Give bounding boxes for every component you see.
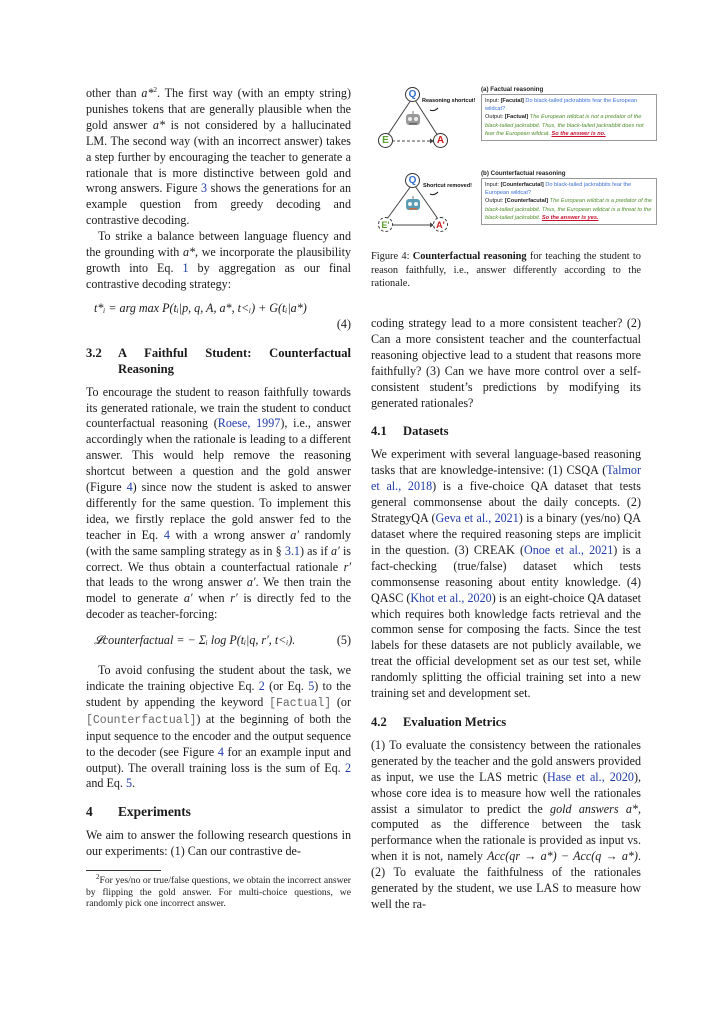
tag: [Facutal] [500, 98, 524, 104]
math-r-prime: r′ [343, 559, 351, 574]
text: ) as if [299, 543, 332, 558]
text: To strike a balance between language fluency and the grounding with [86, 229, 351, 260]
citation-talmor-2018[interactable]: Talmor et al., 2018 [371, 463, 641, 494]
answer: So the answer is no. [551, 130, 606, 137]
math-a-prime: a′ [290, 527, 299, 542]
section-number: 4.2 [371, 714, 387, 729]
text: , computed as the difference between the task performance when the rationale is provided as input vs. when it is not, namely [371, 801, 641, 864]
text: is directly fed to the decoder as teacher-forcing: [86, 591, 351, 622]
math-a-prime: a′ [331, 543, 340, 558]
caption-text: for teaching the student to reason faithfully, i.e., answer differently according to the rationale. [371, 251, 641, 290]
footnote-mark[interactable]: 2 [153, 85, 157, 94]
tag: [Counterfacutal] [504, 198, 549, 205]
text: . The first way (with an empty string) punishes tokens that are generally plausible when the gold answer [86, 86, 352, 132]
example-box [481, 178, 657, 225]
math-a-prime: a′ [183, 591, 193, 606]
text: ) since now the student is asked to answer differently for the same question. To implement this idea, we firstly replace the gold answer fed to the teacher in Eq. [86, 480, 351, 542]
math-a-star: a* [182, 245, 196, 260]
equation-5 [86, 633, 351, 649]
question: Do black-tailed jackrabbits fear the European wildcat? [485, 98, 638, 113]
left-column [86, 86, 351, 910]
label: Input: [485, 182, 501, 188]
footnote-divider [86, 870, 161, 871]
caption-bold: Counterfactual reasoning [412, 251, 527, 262]
math-a-star: a* [141, 86, 154, 100]
citation-onoe-2021[interactable]: Onoe et al., 2021 [523, 542, 614, 557]
reasoning-diagram [378, 86, 488, 241]
paragraph-datasets [371, 447, 641, 702]
keyword-factual: [Factual] [269, 696, 332, 710]
text: ), i.e., answer accordingly when the rationale is leading to a different answer. This would help remove the reasoning shortcut between a question and the gold answer (Figure [86, 416, 351, 495]
equation-4 [86, 301, 351, 317]
text: , we incorporate the plausibility growth into Eq. [86, 245, 352, 275]
citation-khot-2020[interactable]: Khot et al., 2020 [410, 590, 492, 605]
text: . We then train the model to generate [86, 575, 351, 606]
section-number: 3.2 [86, 345, 102, 360]
text: is correct. We thus obtain a counterfactual rationale [86, 543, 352, 574]
eq-5-link[interactable]: 5 [308, 679, 315, 693]
section-number: 4 [86, 804, 93, 820]
paragraph-research-questions: coding strategy lead to a more consistent teacher? (2) Can a more consistent teacher and the counterfactual reasoning objective lead to a student that reasons more faithfully? (3) Can we have more control over a self-consistent student’s predictions by modifying its generated rationales? [371, 316, 641, 410]
figure-4 [378, 86, 678, 241]
section-title: Experiments [118, 804, 191, 820]
node-explanation: E [378, 133, 393, 148]
rationale: The European wildcat is a predator of the black-tailed jackrabbit. Thus, the European wildcat is a threat to the black-tailed jackrabbit. [485, 198, 652, 221]
text: and Eq. [86, 776, 126, 791]
paragraph-experiments-intro: We aim to answer the following research questions in our experiments: (1) Can our contrastive de- [86, 828, 351, 859]
paragraph-evaluation-metrics [371, 738, 641, 913]
node-answer: A [433, 133, 448, 148]
text: that leads to the wrong answer [86, 575, 247, 590]
section-3-1-link[interactable]: 3.1 [284, 543, 300, 558]
section-number: 4.1 [371, 424, 387, 439]
node-question: Q [405, 173, 420, 188]
equation-body: 𝓛counterfactual = − Σᵢ log P(tᵢ|q, r′, t<ᵢ). [94, 633, 296, 648]
panel-title: (b) Counterfactual reasoning [481, 170, 566, 177]
label: Output: [485, 198, 505, 205]
text: (or Eq. [264, 679, 309, 693]
equation-body: t*ᵢ = arg max P(tᵢ|p, q, A, a*, t<ᵢ) + G(tᵢ|a*) [94, 300, 307, 315]
las-formula: Acc(qr → a*) − Acc(q → a*) [487, 849, 638, 864]
gold-answers-term: gold answers a* [550, 801, 638, 816]
keyword-counterfactual: [Counterfactual] [86, 713, 197, 727]
answer: So the answer is yes. [541, 214, 599, 221]
math-r-prime: r′ [230, 591, 238, 606]
section-heading-4 [86, 804, 351, 820]
text: shows the generations for an example question from greedy decoding and contrastive decoding. [86, 181, 351, 228]
question: Do black-tailed jackrabbits fear the European wildcat? [485, 182, 632, 197]
example-box [481, 94, 657, 141]
text: ) is a binary (yes/no) QA dataset where the required reasoning steps are implicit in the question. (3) CREAK ( [371, 511, 642, 557]
text: . (2) To evaluate the faithfulness of the rationales generated by the student, we use LAS to measure how well the ra- [371, 849, 641, 911]
node-question: Q [405, 87, 420, 102]
figure-4-link[interactable]: 4 [126, 480, 133, 495]
right-column [371, 316, 641, 913]
text: ) is a fact-checking (true/false) dataset which tests commonsense reasoning about entity knowledge. (4) QASC ( [371, 542, 641, 605]
equation-number: (4) [336, 316, 351, 331]
text: ) is a five-choice QA dataset that tests general commonsense about the daily concepts. (2) StrategyQA ( [371, 479, 641, 526]
text: for an example input and output). The overall training loss is the sum of Eq. [86, 744, 351, 775]
text: (or [331, 694, 351, 709]
text: is not considered by a hallucinated LM. The second way (with an incorrect answer) takes a step further by encouraging the teacher to generate a rationale that is more distinctive between gold and wrong answers. Figure [86, 117, 351, 196]
section-title: A Faithful Student: Counterfactual Reasoning [118, 345, 351, 376]
paragraph-balance [86, 229, 351, 293]
figure-3-link[interactable]: 3 [201, 181, 208, 196]
tag: [Counterfacutal] [500, 182, 544, 188]
tag: [Factual] [504, 114, 529, 121]
equation-4-number-row [86, 317, 351, 333]
citation-hase-2020[interactable]: Hase et al., 2020 [546, 769, 634, 784]
eq-4-link[interactable]: 4 [163, 527, 170, 542]
paragraph-keyword [86, 663, 351, 792]
text: randomly (with the same sampling strategy as in § [86, 527, 352, 558]
text: (1) To evaluate the consistency between the rationales generated by the teacher and the gold answers provided as input, we use the LAS metric ( [371, 737, 641, 784]
rationale: The European wildcat is not a predator of the black-tailed jackrabbit. Thus, the black-tailed jackrabbit does not fear the European wildcat. [485, 114, 644, 137]
text: when [192, 591, 231, 606]
node-explanation-prime: E' [378, 217, 393, 232]
text: ) at the beginning of both the input sequence to the encoder and the output sequence to the decoder (see Figure [86, 711, 351, 759]
label: Input: [485, 98, 501, 104]
section-heading-3-2 [86, 345, 351, 377]
figure-4-caption [371, 250, 641, 291]
section-title: Evaluation Metrics [403, 714, 507, 729]
section-heading-4-2 [371, 714, 641, 730]
paragraph-faithful-student [86, 385, 351, 624]
text: We experiment with several language-based reasoning tasks that are knowledge-intensive: (1) CSQA ( [371, 447, 641, 478]
eq-1-link[interactable]: 1 [182, 260, 189, 275]
citation-geva-2021[interactable]: Geva et al., 2021 [435, 511, 519, 526]
text: ), whose core idea is to measure how well the rationales assist a simulator to predict the [371, 769, 642, 816]
paragraph-contrastive-intro [86, 86, 351, 229]
text: other than [86, 86, 142, 100]
text: ) is an eight-choice QA dataset which requires both knowledge facts retrieval and the common sense for composing the facts. Since the test labels for these datasets are not publicly available, we treat the official development set as our test set, while randomly splitting the official training set into a new training set and development set. [371, 590, 641, 701]
panel-counterfactual-reasoning [481, 170, 657, 225]
math-a-prime: a′ [246, 575, 256, 590]
text: To avoid confusing the student about the task, we indicate the training objective Eq. [86, 663, 351, 693]
text: by aggregation as our final contrastive decoding strategy: [86, 260, 352, 291]
shortcut-removed-label: Shortcut removed! [423, 183, 472, 189]
node-answer-prime: A' [433, 217, 448, 232]
eq-5-link[interactable]: 5 [125, 776, 133, 791]
footnote-2 [86, 872, 351, 910]
citation-roese-1997[interactable]: Roese, 1997 [217, 416, 281, 431]
math-a-star: a* [152, 117, 166, 132]
text: with a wrong answer [169, 527, 291, 542]
text: ) to the student by appending the keyword [86, 679, 351, 709]
eq-2-link[interactable]: 2 [258, 679, 265, 693]
shortcut-label: Reasoning shortcut! [422, 98, 476, 104]
text: To encourage the student to reason faithfully towards its generated rationale, we train the student to conduct counterfactual reasoning ( [86, 384, 351, 431]
section-heading-4-1 [371, 423, 641, 439]
footnote-text: For yes/no or true/false questions, we obtain the incorrect answer by flipping the gold answer. For multi-choice questions, we randomly pick one incorrect answer. [86, 875, 351, 910]
label: Output: [485, 114, 505, 121]
caption-label: Figure 4: [371, 251, 413, 262]
panel-title: (a) Factual reasoning [481, 86, 544, 93]
text: . [132, 776, 136, 791]
panel-factual-reasoning [481, 86, 657, 141]
figure-4-link[interactable]: 4 [217, 744, 224, 759]
eq-2-link[interactable]: 2 [344, 760, 351, 775]
equation-number: (5) [336, 633, 351, 648]
section-title: Datasets [403, 424, 449, 439]
footnote-mark: 2 [96, 872, 100, 881]
